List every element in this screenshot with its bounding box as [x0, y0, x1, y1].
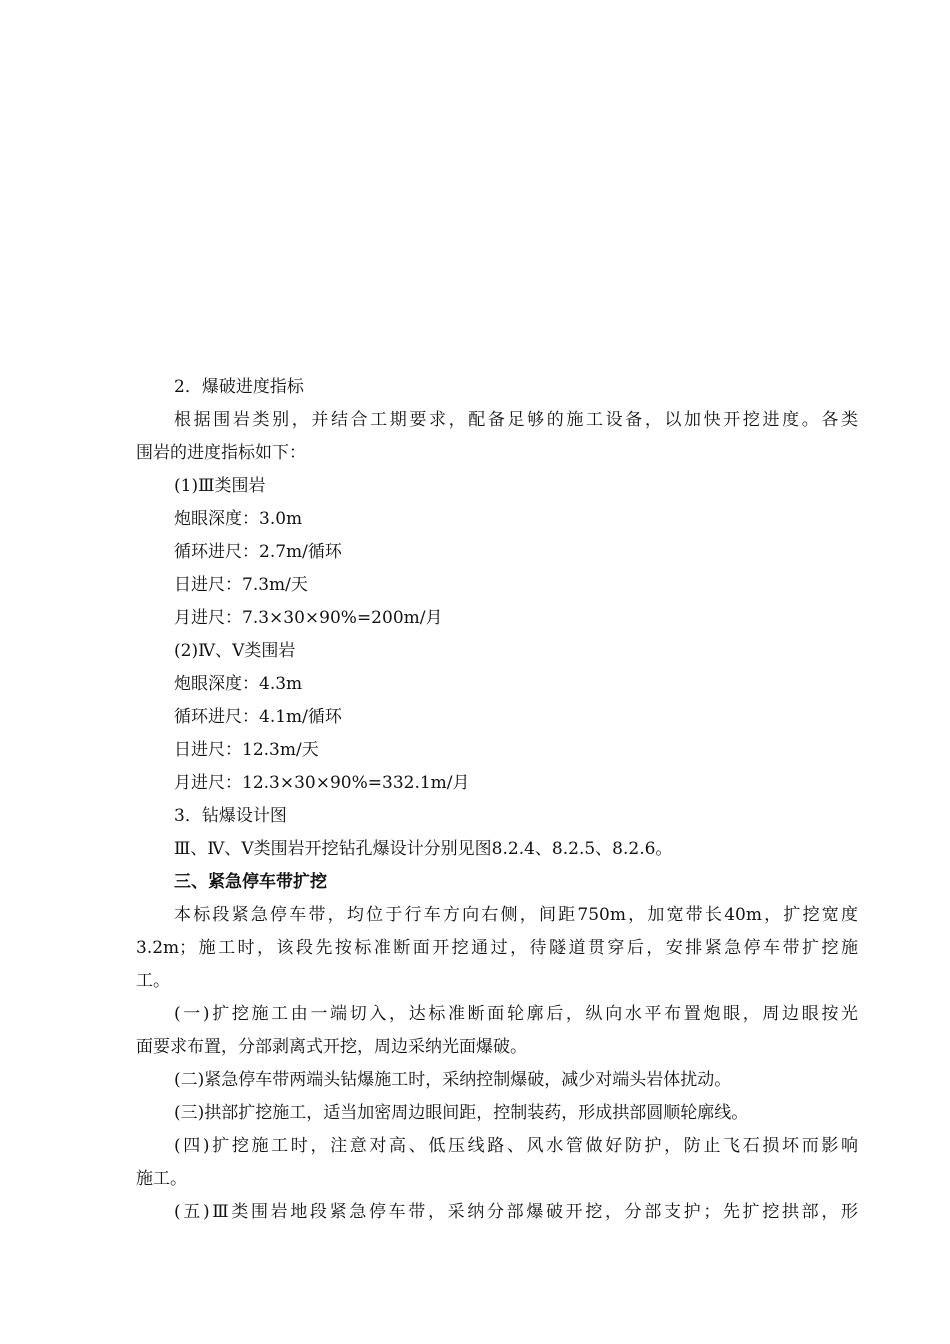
list-item-heading: (2)Ⅳ、Ⅴ类围岩: [174, 641, 296, 661]
paragraph-line: 面要求布置，分部剥离式开挖，周边采纳光面爆破。: [136, 1037, 527, 1057]
list-item: 循环进尺：2.7m/循环: [174, 542, 342, 562]
paragraph-line: 本标段紧急停车带，均位于行车方向右侧，间距750m，加宽带长40m，扩挖宽度: [174, 905, 858, 925]
subheading-drill-blast-design: 3．钻爆设计图: [174, 806, 287, 826]
paragraph-line: 施工。: [136, 1169, 187, 1189]
paragraph-line: (五)Ⅲ类围岩地段紧急停车带，采纳分部爆破开挖，分部支护；先扩挖拱部，形: [174, 1202, 858, 1222]
list-item: 月进尺：7.3×30×90%=200m/月: [174, 608, 443, 628]
paragraph-line: 根据围岩类别，并结合工期要求，配备足够的施工设备，以加快开挖进度。各类: [174, 410, 858, 430]
list-item: 日进尺：12.3m/天: [174, 740, 319, 760]
paragraph-line: Ⅲ、Ⅳ、Ⅴ类围岩开挖钻孔爆设计分别见图8.2.4、8.2.5、8.2.6。: [174, 839, 673, 859]
section-heading-emergency-lay-by: 三、紧急停车带扩挖: [174, 872, 327, 892]
paragraph-line: (三)拱部扩挖施工，适当加密周边眼间距，控制装药，形成拱部圆顺轮廓线。: [174, 1103, 749, 1123]
list-item-heading: (1)Ⅲ类围岩: [174, 476, 266, 496]
subheading-blasting-progress: 2．爆破进度指标: [174, 377, 304, 397]
paragraph-line: (四)扩挖施工时，注意对高、低压线路、风水管做好防护，防止飞石损坏而影响: [174, 1136, 858, 1156]
list-item: 月进尺：12.3×30×90%=332.1m/月: [174, 773, 470, 793]
list-item: 循环进尺：4.1m/循环: [174, 707, 342, 727]
list-item: 日进尺：7.3m/天: [174, 575, 308, 595]
paragraph-line: (一)扩挖施工由一端切入，达标准断面轮廓后，纵向水平布置炮眼，周边眼按光: [174, 1004, 858, 1024]
paragraph-line: 3.2m；施工时，该段先按标准断面开挖通过，待隧道贯穿后，安排紧急停车带扩挖施: [136, 938, 858, 958]
paragraph-line: (二)紧急停车带两端头钻爆施工时，采纳控制爆破，减少对端头岩体扰动。: [174, 1070, 732, 1090]
list-item: 炮眼深度：3.0m: [174, 509, 303, 529]
paragraph-line: 围岩的进度指标如下：: [136, 443, 306, 463]
paragraph-line: 工。: [136, 971, 170, 991]
list-item: 炮眼深度：4.3m: [174, 674, 303, 694]
